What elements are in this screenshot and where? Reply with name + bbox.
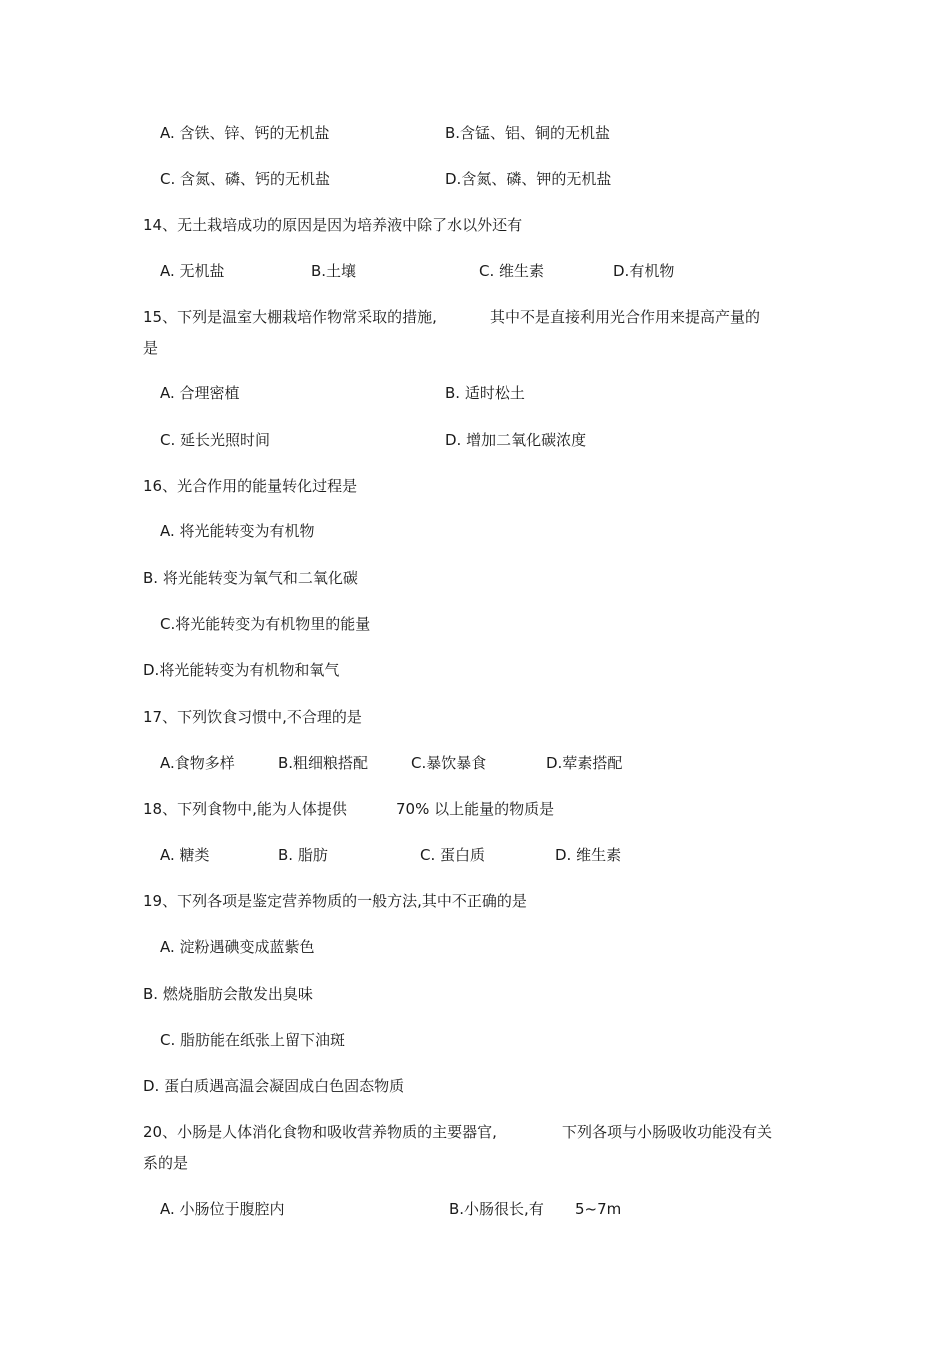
question-15-part2: 其中不是直接利用光合作用来提高产量的	[490, 308, 761, 326]
question-20-part2: 下列各项与小肠吸收功能没有关	[562, 1123, 773, 1141]
q17-option-c: C.暴饮暴食	[411, 754, 487, 772]
question-17: 17、下列饮食习惯中,不合理的是	[143, 708, 362, 726]
q15-option-d: D. 增加二氧化碳浓度	[445, 431, 587, 449]
q18-option-a: A. 糖类	[160, 846, 210, 864]
q19-option-a: A. 淀粉遇碘变成蓝紫色	[160, 938, 315, 956]
q16-option-d: D.将光能转变为有机物和氧气	[143, 661, 340, 679]
q13-option-a: A. 含铁、锌、钙的无机盐	[160, 124, 330, 142]
q19-option-b: B. 燃烧脂肪会散发出臭味	[143, 985, 313, 1003]
question-15-part1: 15、下列是温室大棚栽培作物常采取的措施,	[143, 308, 437, 326]
q17-option-a: A.食物多样	[160, 754, 235, 772]
q13-option-c: C. 含氮、磷、钙的无机盐	[160, 170, 331, 188]
q13-option-d: D.含氮、磷、钾的无机盐	[445, 170, 612, 188]
q18-option-b: B. 脂肪	[278, 846, 328, 864]
q19-option-c: C. 脂肪能在纸张上留下油斑	[160, 1031, 346, 1049]
q14-option-a: A. 无机盐	[160, 262, 225, 280]
question-14: 14、无土栽培成功的原因是因为培养液中除了水以外还有	[143, 216, 523, 234]
q15-option-a: A. 合理密植	[160, 384, 240, 402]
q14-option-c: C. 维生素	[479, 262, 545, 280]
q17-option-b: B.粗细粮搭配	[278, 754, 369, 772]
q15-option-b: B. 适时松土	[445, 384, 525, 402]
q17-option-d: D.荤素搭配	[546, 754, 623, 772]
question-18-part1: 18、下列食物中,能为人体提供	[143, 800, 347, 818]
q20-option-b-part2: 5~7m	[575, 1200, 622, 1218]
q19-option-d: D. 蛋白质遇高温会凝固成白色固态物质	[143, 1077, 405, 1095]
q18-option-c: C. 蛋白质	[420, 846, 486, 864]
q14-option-d: D.有机物	[613, 262, 675, 280]
question-15-part3: 是	[143, 339, 159, 357]
question-20-part1: 20、小肠是人体消化食物和吸收营养物质的主要器官,	[143, 1123, 497, 1141]
q18-option-d: D. 维生素	[555, 846, 622, 864]
question-16: 16、光合作用的能量转化过程是	[143, 477, 358, 495]
question-20-part3: 系的是	[143, 1154, 189, 1172]
q15-option-c: C. 延长光照时间	[160, 431, 271, 449]
q20-option-b-part1: B.小肠很长,有	[449, 1200, 544, 1218]
q16-option-b: B. 将光能转变为氧气和二氧化碳	[143, 569, 358, 587]
q20-option-a: A. 小肠位于腹腔内	[160, 1200, 285, 1218]
q13-option-b: B.含锰、铝、铜的无机盐	[445, 124, 611, 142]
q16-option-c: C.将光能转变为有机物里的能量	[160, 615, 371, 633]
question-19: 19、下列各项是鉴定营养物质的一般方法,其中不正确的是	[143, 892, 527, 910]
q14-option-b: B.土壤	[311, 262, 357, 280]
question-18-part2: 70% 以上能量的物质是	[396, 800, 555, 818]
q16-option-a: A. 将光能转变为有机物	[160, 522, 315, 540]
